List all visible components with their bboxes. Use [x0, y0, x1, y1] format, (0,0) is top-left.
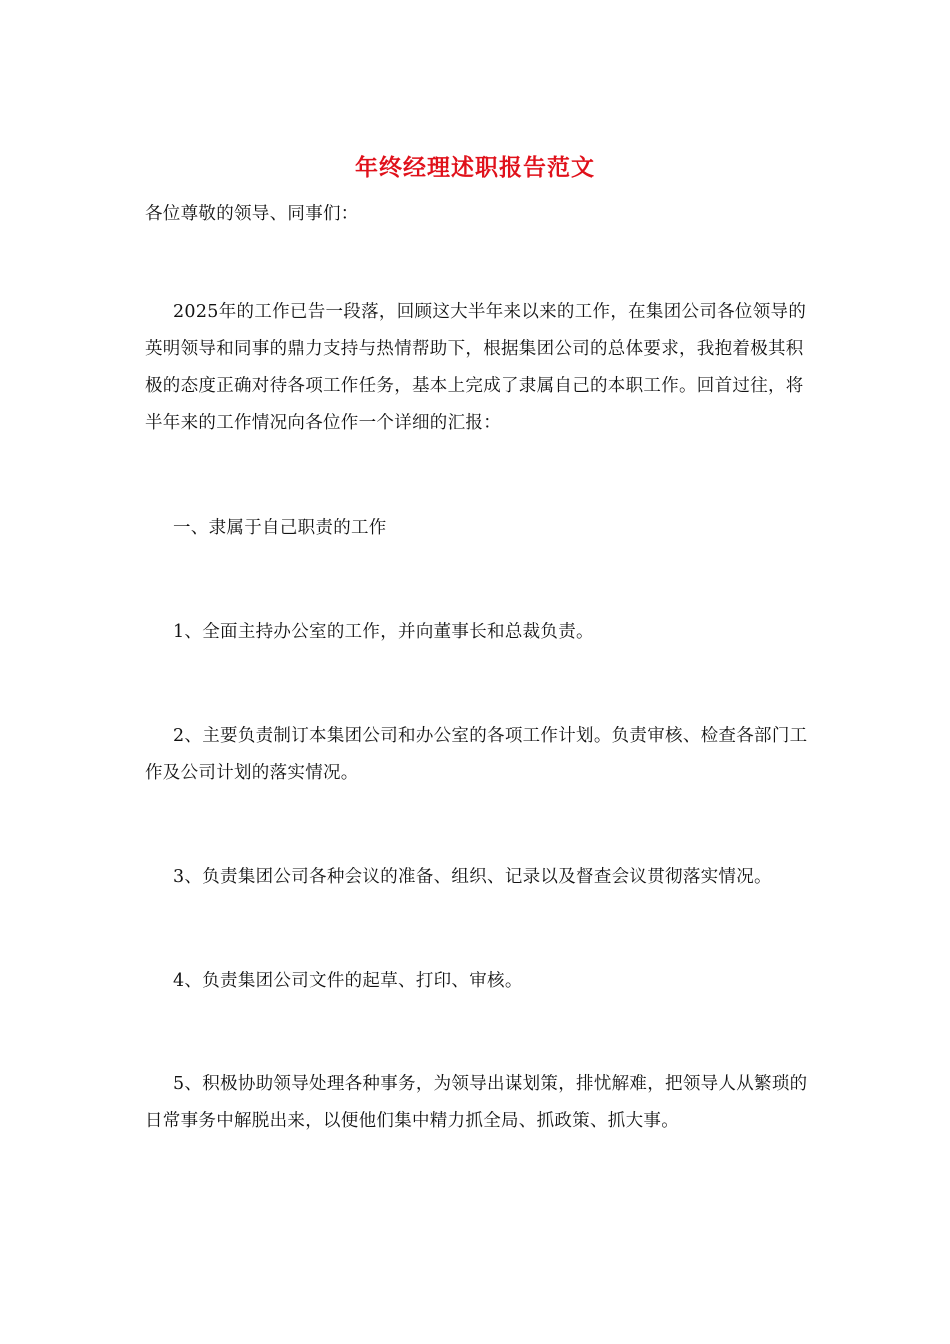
document-title: 年终经理述职报告范文 [355, 154, 595, 181]
list-item-5: 5、积极协助领导处理各种事务，为领导出谋划策，排忧解难，把领导人从繁琐的日常事务中解脱出来，以便他们集中精力抓全局、抓政策、抓大事。 [145, 1074, 808, 1131]
section-heading: 一、隶属于自己职责的工作 [173, 518, 387, 538]
greeting: 各位尊敬的领导、同事们： [145, 204, 359, 224]
list-item-3: 3、负责集团公司各种会议的准备、组织、记录以及督查会议贯彻落实情况。 [173, 867, 772, 887]
list-item-2: 2、主要负责制订本集团公司和办公室的各项工作计划。负责审核、检查各部门工作及公司计划的落实情况。 [145, 726, 808, 783]
list-item-1: 1、全面主持办公室的工作，并向董事长和总裁负责。 [173, 622, 594, 642]
paragraph-intro: 2025年的工作已告一段落，回顾这大半年来以来的工作，在集团公司各位领导的英明领导和同事的鼎力支持与热情帮助下，根据集团公司的总体要求，我抱着极其积极的态度正确对待各项工作任务，基本上完成了隶属自己的本职工作。回首过往，将半年来的工作情况向各位作一个详细的汇报： [145, 302, 807, 433]
list-item-4: 4、负责集团公司文件的起草、打印、审核。 [173, 971, 523, 991]
